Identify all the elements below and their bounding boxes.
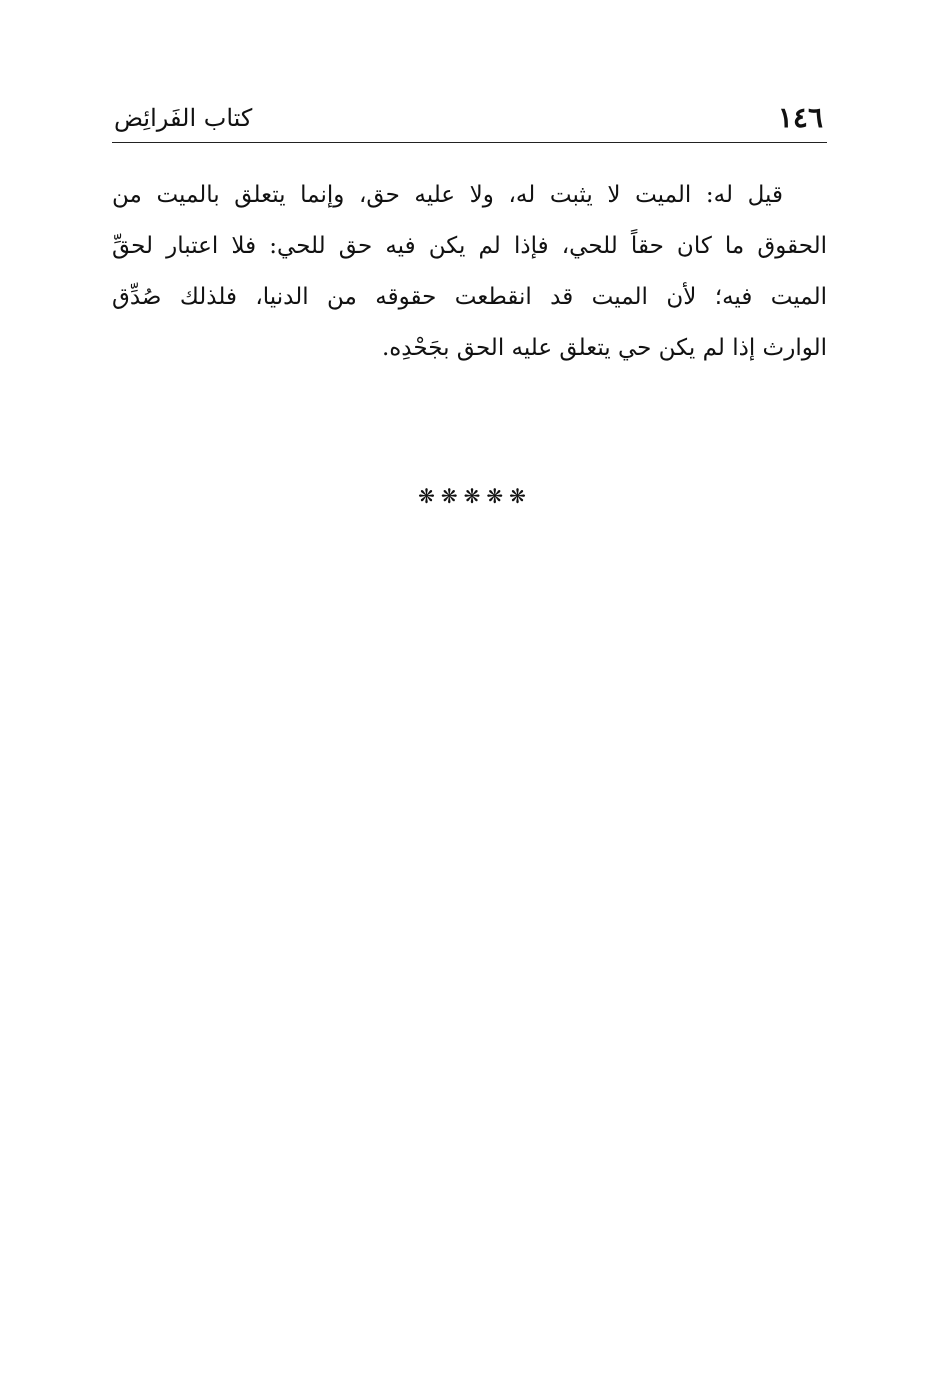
- page-number: ١٤٦: [777, 101, 823, 134]
- body-paragraph: [112, 170, 827, 374]
- page-header: [112, 92, 827, 142]
- body-line: الميت فيه؛ لأن الميت قد انقطعت حقوقه من الدنيا، فلذلك صُدِّق: [112, 284, 827, 310]
- body-line: الوارث إذا لم يكن حي يتعلق عليه الحق بجَحْدِه.: [381, 335, 827, 361]
- running-title: كتاب الفَرائِض: [114, 104, 253, 132]
- body-line: الحقوق ما كان حقاً للحي، فإذا لم يكن فيه حق للحي: فلا اعتبار لحقِّ: [112, 233, 827, 259]
- section-separator: ❋❋❋❋❋: [418, 484, 532, 508]
- header-rule: [112, 142, 827, 143]
- body-line: قيل له: الميت لا يثبت له، ولا عليه حق، وإنما يتعلق بالميت من: [112, 182, 783, 208]
